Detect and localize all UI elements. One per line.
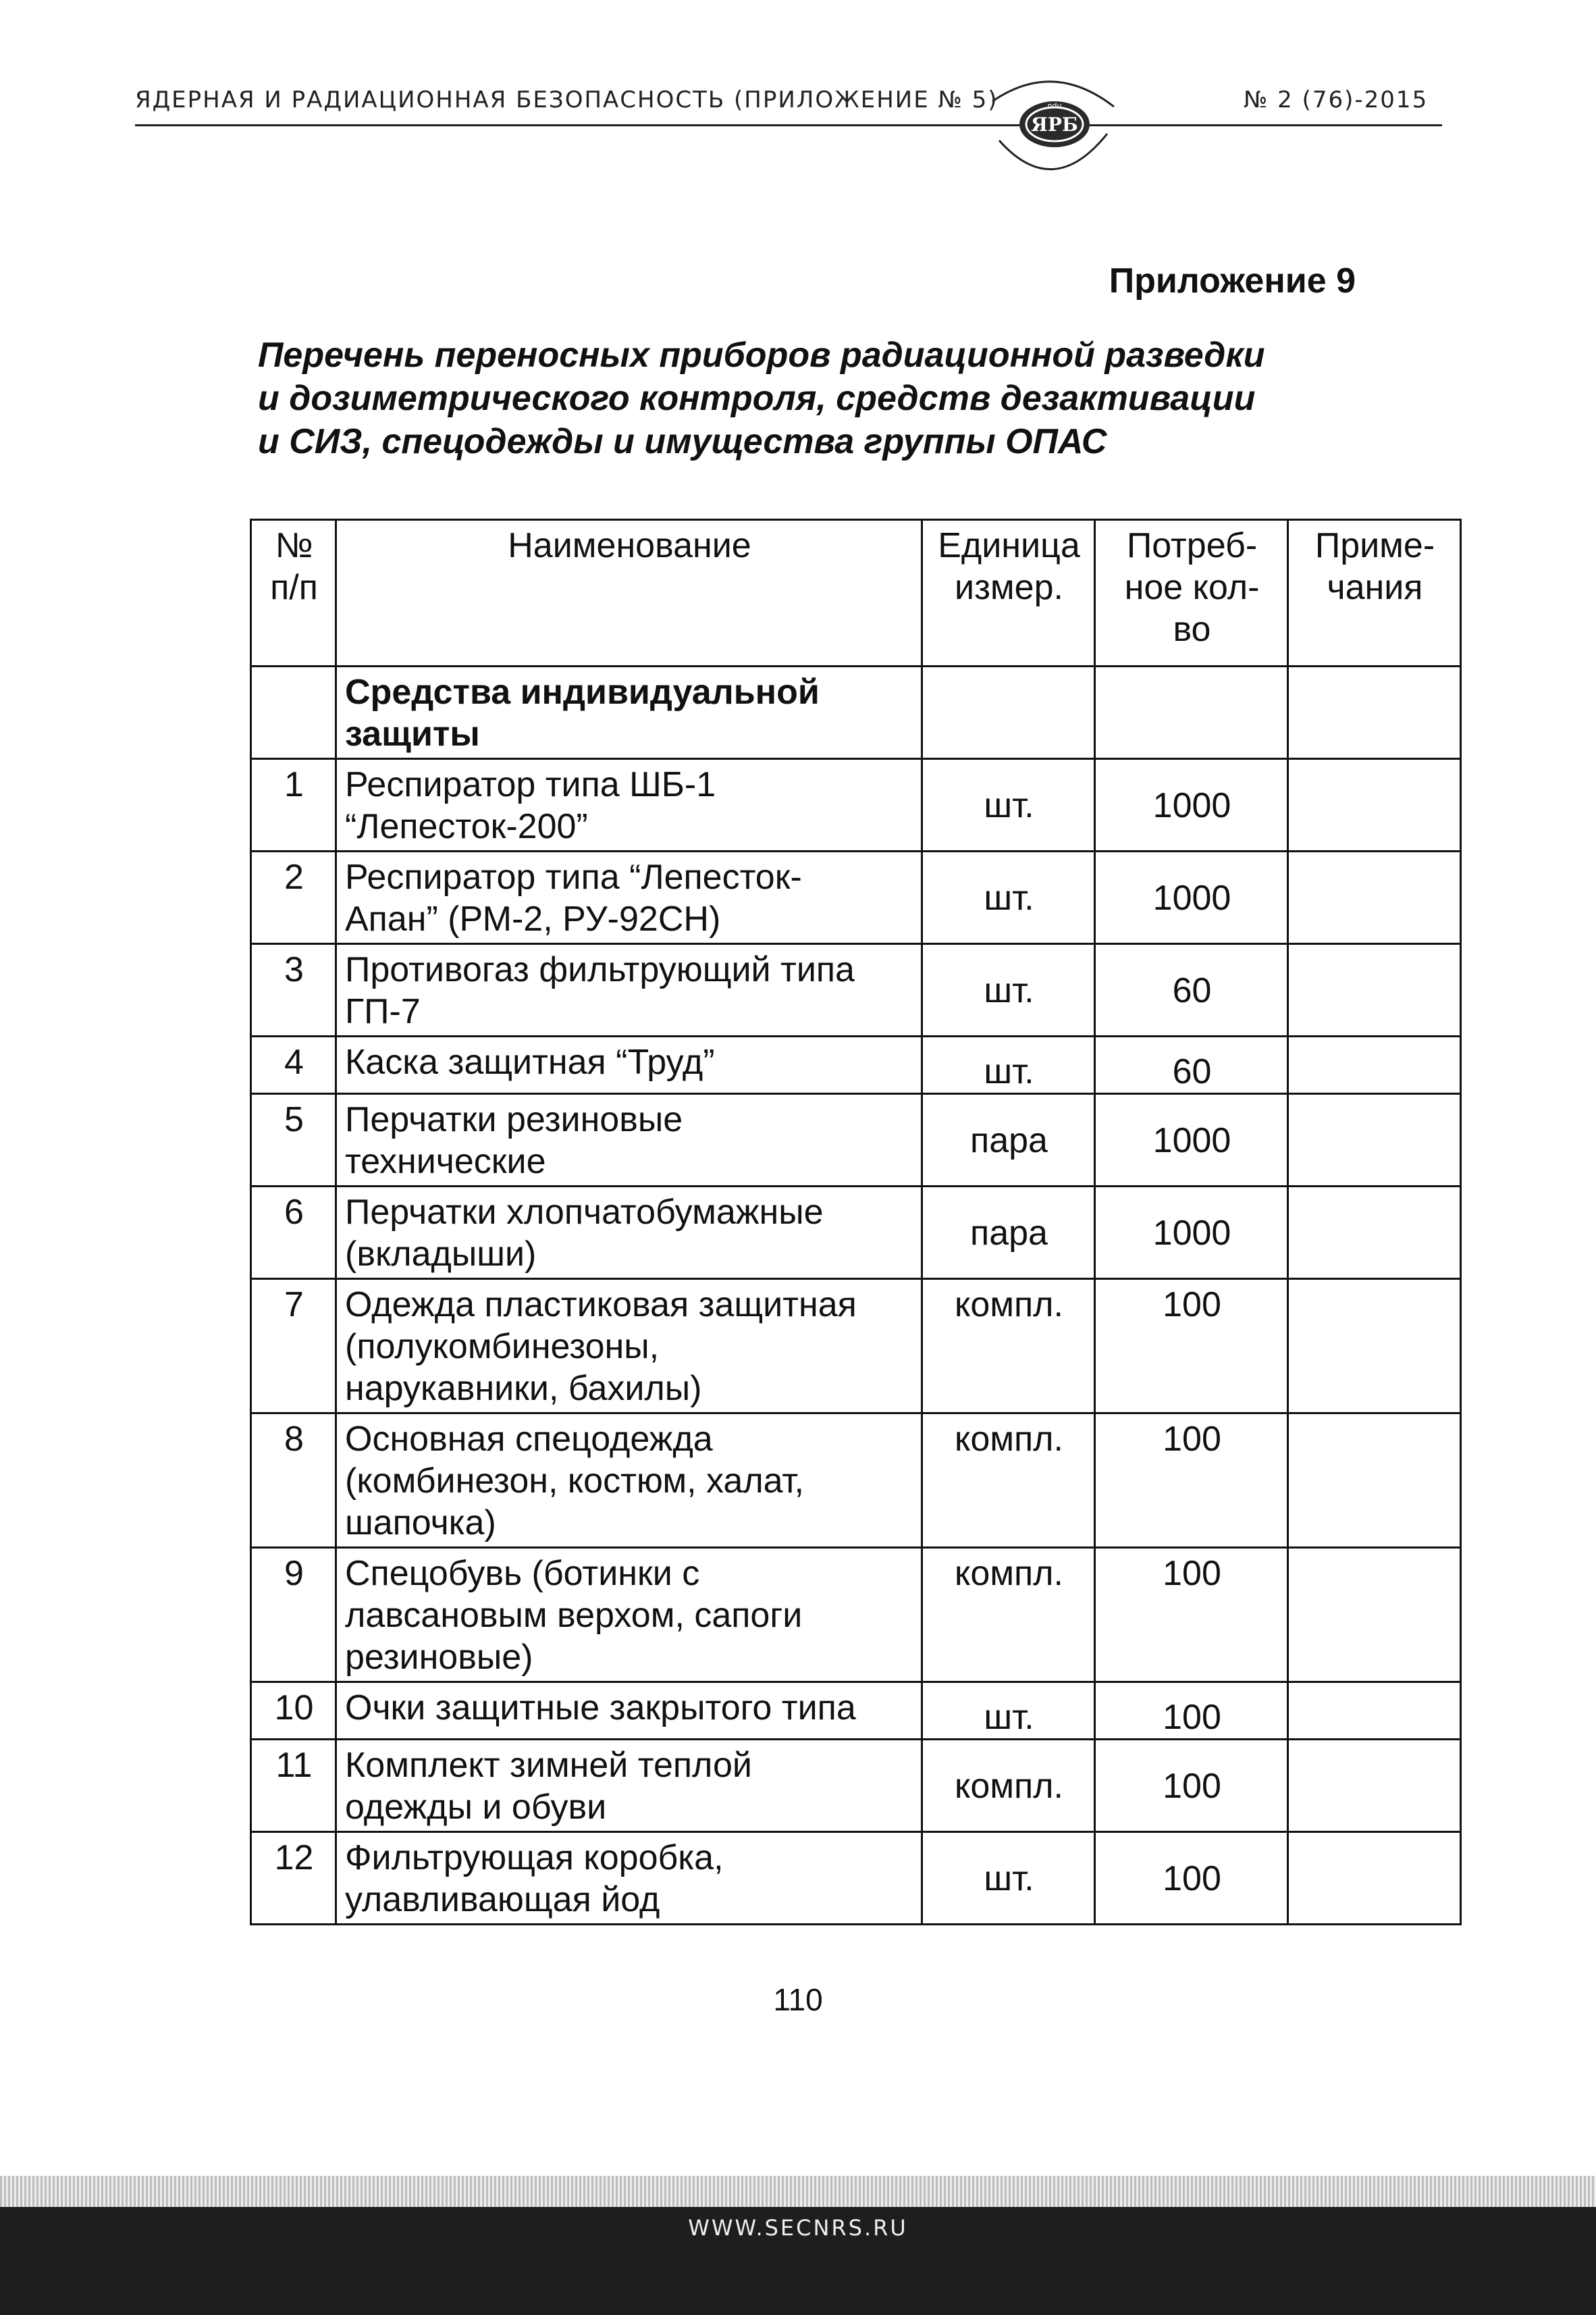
journal-logo	[979, 66, 1127, 181]
row-name	[336, 944, 922, 1037]
footer-url: WWW.SECNRS.RU	[688, 2215, 908, 2241]
row-unit: шт.	[922, 759, 1095, 852]
row-notes	[1288, 944, 1461, 1037]
row-name-line: Одежда пластиковая защитная	[345, 1285, 857, 1324]
page-number: 110	[773, 1982, 823, 2017]
table-row	[251, 759, 1461, 852]
table-row	[251, 1548, 1461, 1682]
row-quantity: 1000	[1095, 1187, 1288, 1279]
table-row	[251, 944, 1461, 1037]
header-divider	[135, 124, 1442, 126]
row-name-line: Респиратор типа ШБ-1	[345, 765, 716, 804]
row-name-line: “Лепесток-200”	[345, 807, 588, 846]
row-name-line: (вкладыши)	[345, 1234, 537, 1274]
table-body	[251, 759, 1461, 1925]
table-row	[251, 852, 1461, 944]
row-number: 6	[251, 1187, 336, 1279]
row-number: 7	[251, 1279, 336, 1413]
row-name-line: одежды и обуви	[345, 1788, 607, 1827]
row-number: 1	[251, 759, 336, 852]
header-notes: Приме- чания	[1288, 520, 1461, 667]
row-name-line: технические	[345, 1142, 546, 1181]
row-unit: пара	[922, 1187, 1095, 1279]
logo-text: ЯРБ	[1031, 113, 1078, 136]
row-notes	[1288, 1279, 1461, 1413]
row-quantity: 100	[1095, 1682, 1288, 1740]
row-name	[336, 1832, 922, 1925]
row-number: 8	[251, 1413, 336, 1548]
row-number: 9	[251, 1548, 336, 1682]
row-name-line: Комплект зимней теплой	[345, 1746, 752, 1785]
title-line: Перечень переносных приборов радиационной разведки	[258, 336, 1265, 375]
row-name	[336, 1187, 922, 1279]
row-name-line: лавсановым верхом, сапоги	[345, 1596, 803, 1635]
row-name-line: (комбинезон, костюм, халат,	[345, 1461, 804, 1501]
row-name	[336, 1413, 922, 1548]
row-quantity: 100	[1095, 1413, 1288, 1548]
row-name-line: Очки защитные закрытого типа	[345, 1688, 856, 1727]
row-name-line: (полукомбинезоны,	[345, 1327, 660, 1366]
equipment-table	[250, 519, 1462, 1925]
header-quantity: Потреб- ное кол- во	[1095, 520, 1288, 667]
row-name	[336, 1279, 922, 1413]
row-name-line: ГП-7	[345, 992, 421, 1031]
row-number: 5	[251, 1094, 336, 1187]
row-number: 11	[251, 1740, 336, 1832]
row-quantity: 100	[1095, 1548, 1288, 1682]
row-name-line: Спецобувь (ботинки с	[345, 1554, 700, 1593]
row-name-line: улавливающая йод	[345, 1880, 660, 1919]
row-notes	[1288, 1094, 1461, 1187]
table-row	[251, 1413, 1461, 1548]
row-name	[336, 1037, 922, 1094]
row-name-line: нарукавники, бахилы)	[345, 1369, 702, 1408]
row-name-line: Основная спецодежда	[345, 1420, 713, 1459]
row-name-line: Перчатки резиновые	[345, 1100, 683, 1139]
row-name-line: Перчатки хлопчатобумажные	[345, 1193, 824, 1232]
row-notes	[1288, 1832, 1461, 1925]
table-row	[251, 1832, 1461, 1925]
table-row	[251, 1740, 1461, 1832]
header-number: № п/п	[251, 520, 336, 667]
row-name	[336, 759, 922, 852]
row-notes	[1288, 1413, 1461, 1548]
row-notes	[1288, 1548, 1461, 1682]
row-unit: пара	[922, 1094, 1095, 1187]
row-quantity: 100	[1095, 1279, 1288, 1413]
section-title: Средства индивидуальной защиты	[336, 667, 922, 759]
table-header-row	[251, 520, 1461, 667]
footer-stripe	[0, 2176, 1596, 2207]
row-name	[336, 1740, 922, 1832]
row-unit: компл.	[922, 1740, 1095, 1832]
row-number: 3	[251, 944, 336, 1037]
row-notes	[1288, 852, 1461, 944]
section-row	[251, 667, 1461, 759]
row-name-line: резиновые)	[345, 1638, 533, 1677]
row-unit: шт.	[922, 1037, 1095, 1094]
row-quantity: 60	[1095, 944, 1288, 1037]
header-name: Наименование	[336, 520, 922, 667]
row-name-line: шапочка)	[345, 1503, 496, 1542]
row-unit: шт.	[922, 1682, 1095, 1740]
row-number: 4	[251, 1037, 336, 1094]
table-row	[251, 1682, 1461, 1740]
title-line: и СИЗ, спецодежды и имущества группы ОПАС	[258, 422, 1107, 461]
row-unit: шт.	[922, 1832, 1095, 1925]
table-row	[251, 1037, 1461, 1094]
row-name	[336, 1548, 922, 1682]
row-number: 10	[251, 1682, 336, 1740]
header-unit: Единица измер.	[922, 520, 1095, 667]
row-notes	[1288, 759, 1461, 852]
row-notes	[1288, 1037, 1461, 1094]
row-notes	[1288, 1740, 1461, 1832]
row-name-line: Респиратор типа “Лепесток-	[345, 858, 802, 897]
row-quantity: 100	[1095, 1832, 1288, 1925]
row-unit: компл.	[922, 1413, 1095, 1548]
row-quantity: 1000	[1095, 852, 1288, 944]
row-unit: компл.	[922, 1548, 1095, 1682]
row-quantity: 60	[1095, 1037, 1288, 1094]
row-unit: компл.	[922, 1279, 1095, 1413]
row-unit: шт.	[922, 944, 1095, 1037]
row-name-line: Каска защитная “Труд”	[345, 1043, 715, 1082]
row-name-line: Противогаз фильтрующий типа	[345, 950, 855, 989]
row-quantity: 100	[1095, 1740, 1288, 1832]
row-name-line: Фильтрующая коробка,	[345, 1838, 724, 1877]
row-notes	[1288, 1682, 1461, 1740]
table-row	[251, 1279, 1461, 1413]
row-name	[336, 852, 922, 944]
issue-number: № 2 (76)-2015	[1244, 86, 1429, 113]
row-quantity: 1000	[1095, 1094, 1288, 1187]
document-title	[258, 334, 1365, 463]
title-line: и дозиметрического контроля, средств дезактивации	[258, 379, 1256, 418]
row-number: 12	[251, 1832, 336, 1925]
journal-title: ЯДЕРНАЯ И РАДИАЦИОННАЯ БЕЗОПАСНОСТЬ (ПРИЛОЖЕНИЕ № 5)	[135, 86, 999, 113]
row-unit: шт.	[922, 852, 1095, 944]
row-name	[336, 1682, 922, 1740]
row-name-line: Апан” (РМ-2, РУ-92СН)	[345, 900, 721, 939]
row-quantity: 1000	[1095, 759, 1288, 852]
table-row	[251, 1094, 1461, 1187]
table-row	[251, 1187, 1461, 1279]
row-notes	[1288, 1187, 1461, 1279]
row-name	[336, 1094, 922, 1187]
row-number: 2	[251, 852, 336, 944]
appendix-title: Приложение 9	[1109, 261, 1356, 301]
logo-small-text: ndu	[1047, 101, 1062, 110]
